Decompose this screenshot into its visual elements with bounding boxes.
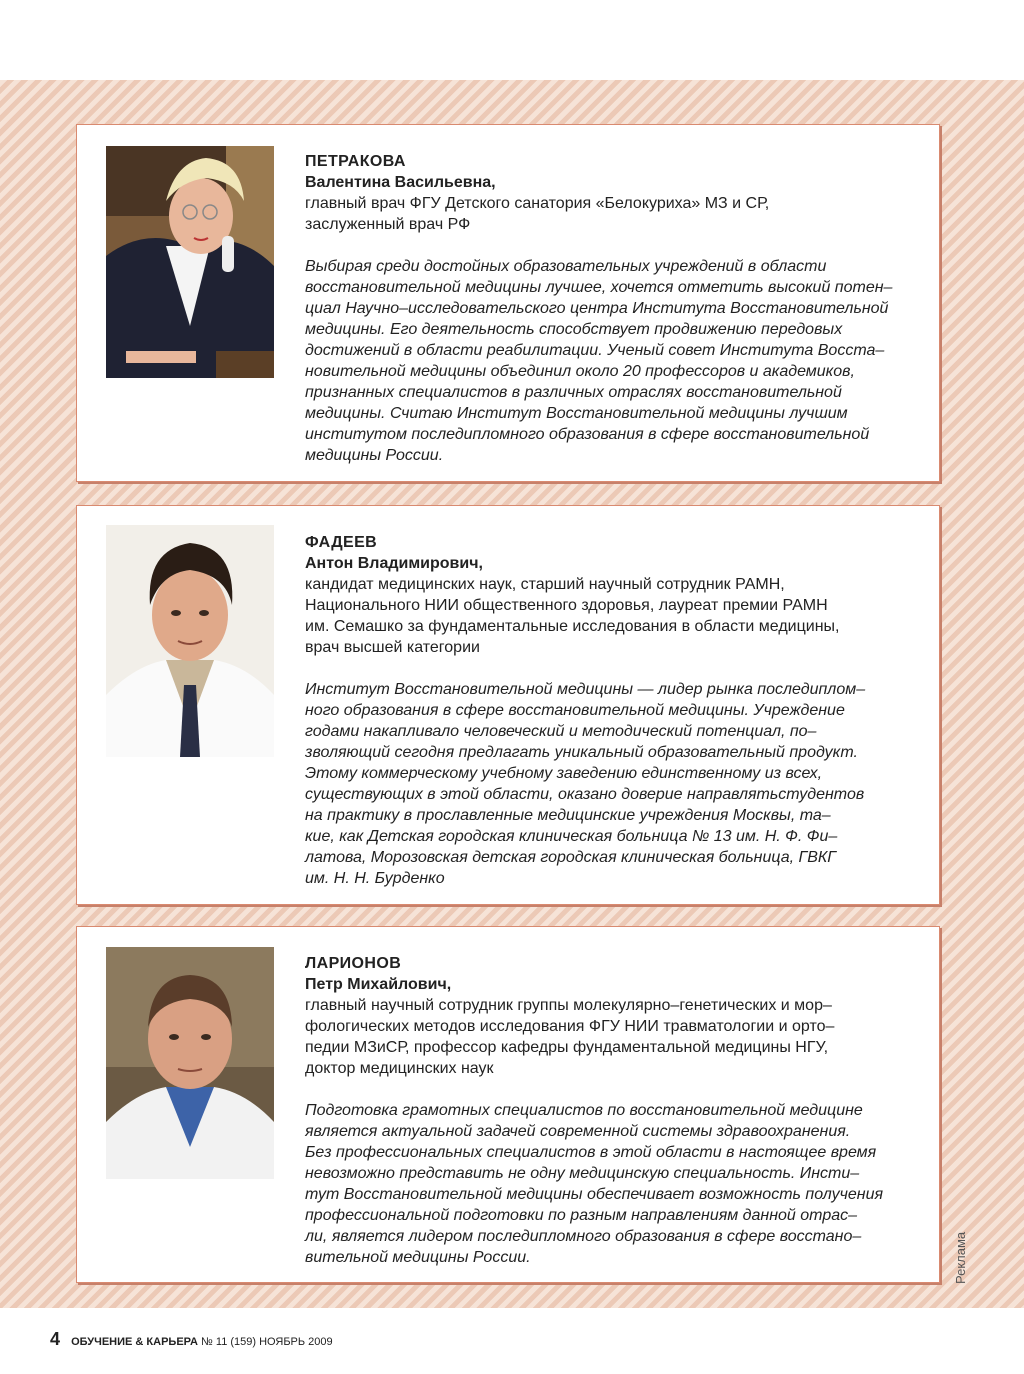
quote-block [305, 256, 917, 466]
position-line: Национального НИИ общественного здоровья, лауреат премии РАМН [305, 597, 828, 614]
quote-line: восстановительной медицины лучшее, хочется отметить высокий потен– [305, 279, 893, 296]
position-line: им. Семашко за фундаментальные исследования в области медицины, [305, 618, 840, 635]
quote-line: медицины России. [305, 447, 444, 464]
quote-line: медицины. Его деятельность способствует продвижению передовых [305, 321, 843, 338]
quote-line: Без профессиональных специалистов в этой области в настоящее время [305, 1144, 877, 1161]
quote-line: Выбирая среди достойных образовательных учреждений в области [305, 258, 827, 275]
surname: ФАДЕЕВ [305, 534, 378, 551]
position-line: педии МЗиСР, профессор кафедры фундаментальной медицины НГУ, [305, 1039, 829, 1056]
quote-line: Подготовка грамотных специалистов по восстановительной медицине [305, 1102, 863, 1119]
quote-line: латова, Морозовская детская городская клиническая больница, ГВКГ [305, 849, 836, 866]
profile-card-petrakova [76, 124, 940, 482]
quote-line: циал Научно–исследовательского центра Института Восстановительной [305, 300, 889, 317]
given-names: Петр Михайлович, [305, 976, 452, 993]
quote-line: на практику в прославленные медицинские учреждения Москвы, та– [305, 807, 831, 824]
portrait-photo-petrakova [106, 146, 274, 378]
advertisement-label: Реклама [953, 1231, 968, 1284]
quote-block [305, 679, 917, 889]
quote-line: профессиональной подготовки по разным направлениям данной отрас– [305, 1207, 858, 1224]
surname: ПЕТРАКОВА [305, 153, 406, 170]
position-line: врач высшей категории [305, 639, 480, 656]
quote-line: является актуальной задачей современной системы здравоохранения. [305, 1123, 851, 1140]
profile-text-petrakova [305, 151, 917, 466]
page-footer [50, 1329, 333, 1350]
quote-line: Институт Восстановительной медицины — лидер рынка последиплом– [305, 681, 866, 698]
quote-line: новительной медицины объединил около 20 профессоров и академиков, [305, 363, 855, 380]
position-line: главный научный сотрудник группы молекулярно–генетических и мор– [305, 997, 832, 1014]
quote-block [305, 1100, 917, 1268]
quote-line: кие, как Детская городская клиническая больница № 13 им. Н. Ф. Фи– [305, 828, 838, 845]
quote-line: им. Н. Н. Бурденко [305, 870, 445, 887]
quote-line: вительной медицины России. [305, 1249, 531, 1266]
issue-info: № 11 (159) НОЯБРЬ 2009 [201, 1336, 333, 1348]
portrait-photo-fadeev [106, 525, 274, 757]
position-block [305, 995, 917, 1079]
quote-line: годами накапливало человеческий и методический потенциал, по– [305, 723, 817, 740]
page-number: 4 [50, 1329, 61, 1349]
position-line: главный врач ФГУ Детского санатория «Белокуриха» МЗ и СР, [305, 195, 770, 212]
quote-line: невозможно представить не одну медицинскую специальность. Инсти– [305, 1165, 860, 1182]
quote-line: институтом последипломного образования в сфере восстановительной [305, 426, 870, 443]
profile-text-larionov [305, 953, 917, 1268]
quote-line: Этому коммерческому учебному заведению единственному из всех, [305, 765, 823, 782]
position-line: кандидат медицинских наук, старший научный сотрудник РАМН, [305, 576, 785, 593]
profile-card-fadeev [76, 505, 940, 905]
quote-line: зволяющий сегодня предлагать уникальный образовательный продукт. [305, 744, 858, 761]
magazine-title: ОБУЧЕНИЕ & КАРЬЕРА [71, 1336, 198, 1348]
quote-line: существующих в этой области, оказано доверие направлятьстудентов [305, 786, 865, 803]
surname: ЛАРИОНОВ [305, 955, 402, 972]
given-names: Валентина Васильевна, [305, 174, 496, 191]
quote-line: тут Восстановительной медицины обеспечивает возможность получения [305, 1186, 884, 1203]
quote-line: признанных специалистов в различных отраслях восстановительной [305, 384, 842, 401]
portrait-photo-larionov [106, 947, 274, 1179]
quote-line: достижений в области реабилитации. Ученый совет Института Восста– [305, 342, 885, 359]
quote-line: медицины. Считаю Институт Восстановительной медицины лучшим [305, 405, 848, 422]
position-block [305, 193, 917, 235]
given-names: Антон Владимирович, [305, 555, 483, 572]
quote-line: ного образования в сфере восстановительной медицины. Учреждение [305, 702, 845, 719]
profile-card-larionov [76, 926, 940, 1283]
position-line: заслуженный врач РФ [305, 216, 471, 233]
profile-text-fadeev [305, 532, 917, 889]
position-line: фологических методов исследования ФГУ НИИ травматологии и орто– [305, 1018, 835, 1035]
quote-line: ли, является лидером последипломного образования в сфере восстано– [305, 1228, 862, 1245]
position-block [305, 574, 917, 658]
position-line: доктор медицинских наук [305, 1060, 494, 1077]
